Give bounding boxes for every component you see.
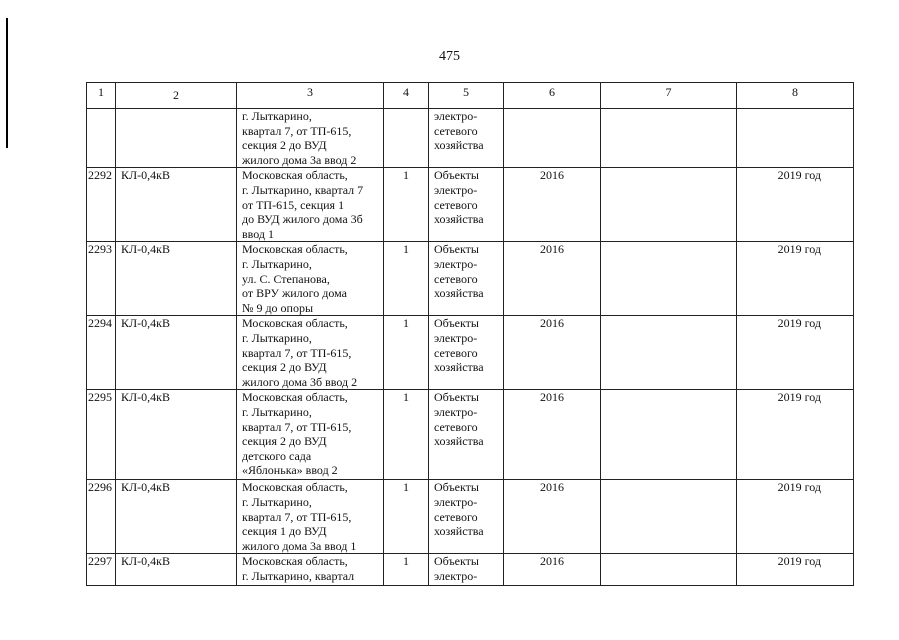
margin-bar xyxy=(6,18,8,148)
year-cell: 2016 xyxy=(504,390,601,480)
address-cell: Московская область, г. Лыткарино, квартал 7 от ТП-615, секция 1 до ВУД жилого дома 3б ввод 1 xyxy=(237,168,384,242)
name-cell: КЛ-0,4кВ xyxy=(116,168,237,242)
name-cell: КЛ-0,4кВ xyxy=(116,390,237,480)
term-cell: 2019 год xyxy=(737,480,854,554)
category-cell: электро- сетевого хозяйства xyxy=(429,109,504,168)
address-cell: Московская область, г. Лыткарино, квартал xyxy=(237,554,384,586)
term-cell xyxy=(737,109,854,168)
column7-cell xyxy=(601,109,737,168)
table-row xyxy=(87,168,854,242)
quantity-cell xyxy=(384,109,429,168)
year-cell: 2016 xyxy=(504,168,601,242)
category-cell: Объекты электро- сетевого хозяйства xyxy=(429,316,504,390)
term-cell: 2019 год xyxy=(737,242,854,316)
header-cell: 4 xyxy=(384,83,429,109)
year-cell: 2016 xyxy=(504,554,601,586)
row-number-cell: 2293 xyxy=(87,242,116,316)
header-cell: 1 xyxy=(87,83,116,109)
term-cell: 2019 год xyxy=(737,554,854,586)
table-row xyxy=(87,316,854,390)
address-cell: Московская область, г. Лыткарино, квартал 7, от ТП-615, секция 1 до ВУД жилого дома 3а ввод 1 xyxy=(237,480,384,554)
category-cell: Объекты электро- сетевого хозяйства xyxy=(429,168,504,242)
category-cell: Объекты электро- xyxy=(429,554,504,586)
table-row xyxy=(87,109,854,168)
quantity-cell: 1 xyxy=(384,390,429,480)
header-cell: 5 xyxy=(429,83,504,109)
column7-cell xyxy=(601,168,737,242)
column7-cell xyxy=(601,480,737,554)
header-cell: 8 xyxy=(737,83,854,109)
year-cell: 2016 xyxy=(504,480,601,554)
year-cell: 2016 xyxy=(504,242,601,316)
column7-cell xyxy=(601,242,737,316)
row-number-cell: 2294 xyxy=(87,316,116,390)
row-number-cell: 2297 xyxy=(87,554,116,586)
term-cell: 2019 год xyxy=(737,168,854,242)
quantity-cell: 1 xyxy=(384,316,429,390)
name-cell: КЛ-0,4кВ xyxy=(116,554,237,586)
row-number-cell: 2295 xyxy=(87,390,116,480)
quantity-cell: 1 xyxy=(384,168,429,242)
table-header-row xyxy=(87,83,854,109)
name-cell: КЛ-0,4кВ xyxy=(116,242,237,316)
term-cell: 2019 год xyxy=(737,390,854,480)
column7-cell xyxy=(601,316,737,390)
quantity-cell: 1 xyxy=(384,554,429,586)
address-cell: Московская область, г. Лыткарино, ул. С. Степанова, от ВРУ жилого дома № 9 до опоры xyxy=(237,242,384,316)
registry-table xyxy=(86,82,854,586)
name-cell xyxy=(116,109,237,168)
quantity-cell: 1 xyxy=(384,480,429,554)
name-cell: КЛ-0,4кВ xyxy=(116,480,237,554)
table-row xyxy=(87,480,854,554)
year-cell: 2016 xyxy=(504,316,601,390)
page-number: 475 xyxy=(439,49,460,64)
header-cell: 3 xyxy=(237,83,384,109)
column7-cell xyxy=(601,554,737,586)
table-row xyxy=(87,390,854,480)
table-row xyxy=(87,554,854,586)
category-cell: Объекты электро- сетевого хозяйства xyxy=(429,480,504,554)
header-cell: 7 xyxy=(601,83,737,109)
row-number-cell xyxy=(87,109,116,168)
address-cell: Московская область, г. Лыткарино, квартал 7, от ТП-615, секция 2 до ВУД жилого дома 3б ввод 2 xyxy=(237,316,384,390)
term-cell: 2019 год xyxy=(737,316,854,390)
column7-cell xyxy=(601,390,737,480)
header-cell: 6 xyxy=(504,83,601,109)
header-cell: 2 xyxy=(116,83,237,109)
row-number-cell: 2296 xyxy=(87,480,116,554)
table-row xyxy=(87,242,854,316)
category-cell: Объекты электро- сетевого хозяйства xyxy=(429,242,504,316)
category-cell: Объекты электро- сетевого хозяйства xyxy=(429,390,504,480)
address-cell: г. Лыткарино, квартал 7, от ТП-615, секция 2 до ВУД жилого дома 3а ввод 2 xyxy=(237,109,384,168)
year-cell xyxy=(504,109,601,168)
row-number-cell: 2292 xyxy=(87,168,116,242)
name-cell: КЛ-0,4кВ xyxy=(116,316,237,390)
quantity-cell: 1 xyxy=(384,242,429,316)
address-cell: Московская область, г. Лыткарино, квартал 7, от ТП-615, секция 2 до ВУД детского сада «Яблонька» ввод 2 xyxy=(237,390,384,480)
